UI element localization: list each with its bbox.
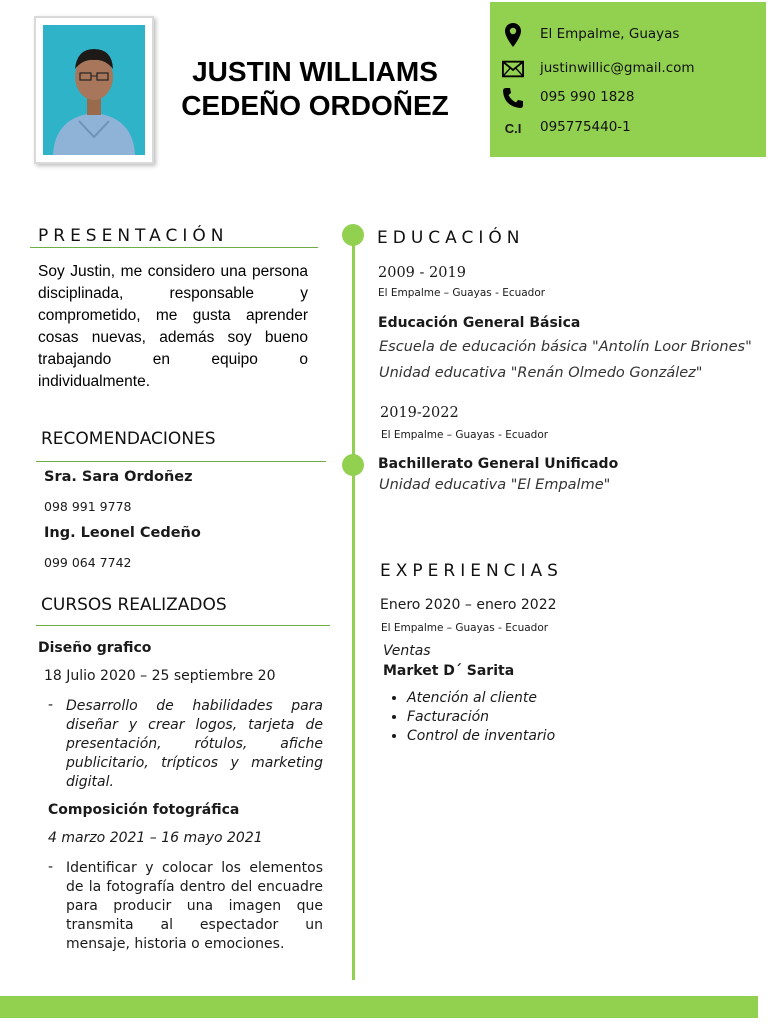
phone-icon [502,86,524,110]
recommendation-name: Ing. Leonel Cedeño [44,525,201,541]
name-line-1: JUSTIN WILLIAMS [192,56,438,87]
course-name: Diseño grafico [38,640,152,656]
profile-photo [34,16,154,164]
ci-text: 095775440-1 [540,119,631,135]
avatar [43,25,145,155]
timeline-line [352,238,355,980]
contact-email [490,57,766,83]
education-location: El Empalme – Guayas - Ecuador [378,287,546,299]
experience-tasks [387,689,637,746]
name-line-2: CEDEÑO ORDOÑEZ [181,90,449,121]
education-years: 2009 - 2019 [378,265,466,281]
recommendation-name: Sra. Sara Ordoñez [44,469,193,485]
id-card-icon: C.I [504,120,522,136]
list-item: • Facturación [407,708,637,727]
course-description: Desarrollo de habilidades para diseñar y crear logos, tarjeta de presentación, rótulos, afiche publicitario, trípticos y marketing digital. [66,698,323,790]
recommendation-phone: 098 991 9778 [44,499,132,514]
timeline-dot [342,224,364,246]
experience-role: Ventas [383,643,431,659]
phone-text: 095 990 1828 [540,89,635,105]
experience-dates: Enero 2020 – enero 2022 [380,597,557,613]
course-name: Composición fotográfica [48,802,240,818]
list-dash: - [48,859,54,875]
course-dates: 4 marzo 2021 – 16 mayo 2021 [48,830,263,846]
education-school: Unidad educativa "El Empalme" [379,477,611,493]
list-item: • Control de inventario [407,727,637,746]
contact-panel [490,2,766,157]
experience-company: Market D´ Sarita [383,663,515,679]
education-school: Escuela de educación básica "Antolín Loor Briones" [379,339,752,355]
education-heading: EDUCACIÓN [377,228,525,248]
courses-divider [36,625,330,626]
education-school: Unidad educativa "Renán Olmedo González" [379,365,703,381]
footer-bar [0,996,758,1018]
recommendations-divider [36,461,326,462]
list-item: • Atención al cliente [407,689,637,708]
education-level: Educación General Básica [378,315,581,331]
course-description: Identificar y colocar los elementos de la fotografía dentro del encuadre para producir una imagen que transmita al espectador un mensaje, historia o emociones. [66,860,323,952]
location-text: El Empalme, Guayas [540,26,680,42]
list-dash: - [48,697,54,713]
presentation-divider [30,247,318,248]
course-dates: 18 Julio 2020 – 25 septiembre 20 [44,668,276,684]
map-pin-icon [502,23,524,47]
email-link[interactable]: justinwillic@gmail.com [540,60,695,76]
contact-ci [490,116,766,142]
full-name [160,55,470,123]
recommendation-phone: 099 064 7742 [44,555,132,570]
envelope-icon [502,57,524,81]
education-location: El Empalme – Guayas - Ecuador [381,429,549,441]
contact-location [490,23,766,49]
education-years: 2019-2022 [380,405,459,421]
recommendations-heading: RECOMENDACIONES [41,429,216,449]
experience-location: El Empalme – Guayas - Ecuador [381,622,549,634]
courses-heading: CURSOS REALIZADOS [41,595,227,615]
contact-phone [490,86,766,112]
experience-heading: EXPERIENCIAS [380,561,563,581]
education-level: Bachillerato General Unificado [378,456,619,472]
timeline-dot [342,454,364,476]
presentation-text: Soy Justin, me considero una persona disciplinada, responsable y comprometido, me gusta aprender cosas nuevas, además soy bueno trabajando en equipo o individualmente. [38,263,308,390]
presentation-heading: PRESENTACIÓN [38,226,229,246]
